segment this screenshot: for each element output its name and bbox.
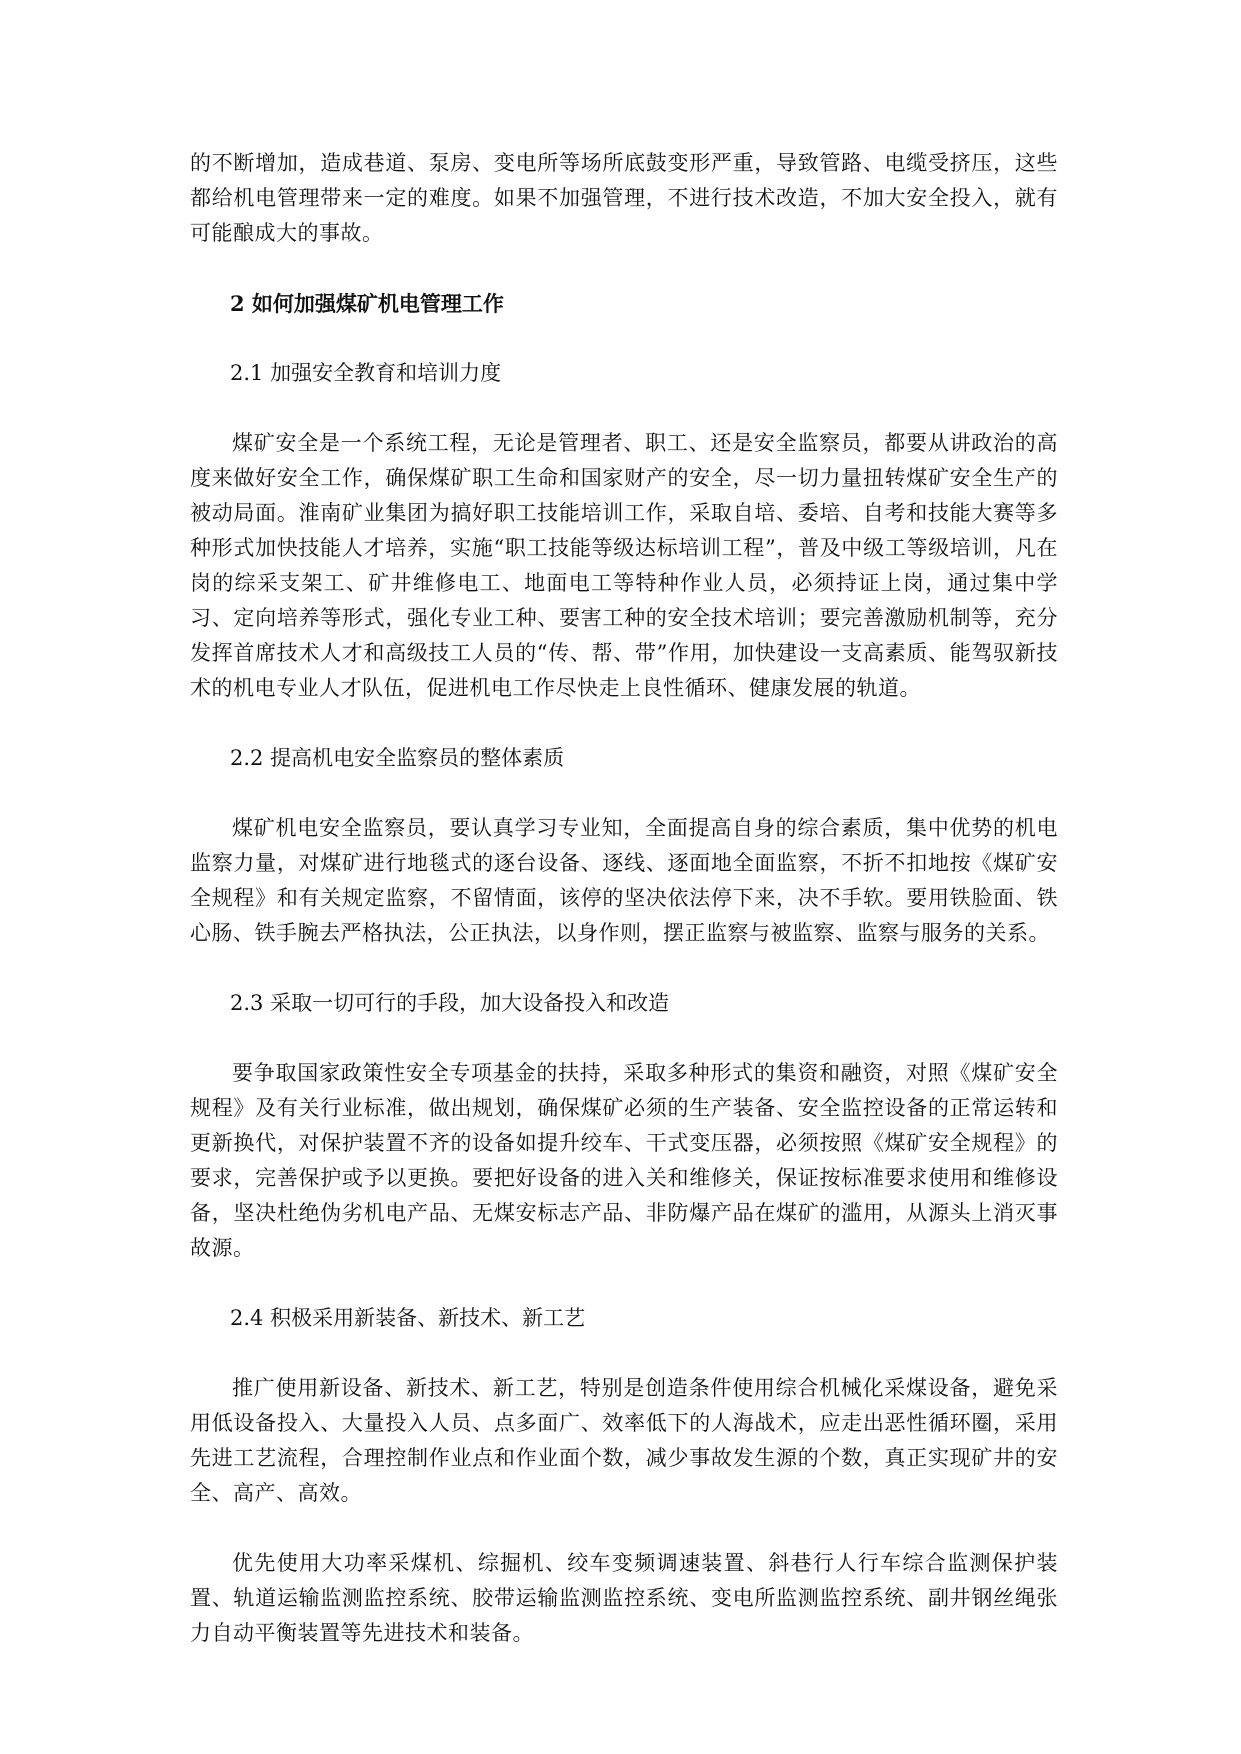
section-2-2-body: 煤矿机电安全监察员，要认真学习专业知，全面提高自身的综合素质，集中优势的机电监察力量，对煤矿进行地毯式的逐台设备、逐线、逐面地全面监察，不折不扣地按《煤矿安全规程》和有关规定监察，不留情面，该停的坚决依法停下来，决不手软。要用铁脸面、铁心肠、铁手腕去严格执法，公正执法，以身作则，摆正监察与被监察、监察与服务的关系。 [190, 816, 1058, 945]
section-2-4-title: 2.4 积极采用新装备、新技术、新工艺 [230, 1306, 586, 1330]
document-page [190, 146, 1058, 1651]
section-2-2-title: 2.2 提高机电安全监察员的整体素质 [230, 746, 565, 770]
section-2-title: 2 如何加强煤矿机电管理工作 [230, 291, 504, 316]
section-2-1-body: 煤矿安全是一个系统工程，无论是管理者、职工、还是安全监察员，都要从讲政治的高度来做好安全工作，确保煤矿职工生命和国家财产的安全，尽一切力量扭转煤矿安全生产的被动局面。淮南矿业集团为搞好职工技能培训工作，采取自培、委培、自考和技能大赛等多种形式加快技能人才培养，实施“职工技能等级达标培训工程”，普及中级工等级培训，凡在岗的综采支架工、矿井维修电工、地面电工等特种作业人员，必须持证上岗，通过集中学习、定向培养等形式，强化专业工种、要害工种的安全技术培训；要完善激励机制等，充分发挥首席技术人才和高级技工人员的“传、帮、带”作用，加快建设一支高素质、能驾驭新技术的机电专业人才队伍，促进机电工作尽快走上良性循环、健康发展的轨道。 [190, 431, 1058, 700]
section-2-3-body: 要争取国家政策性安全专项基金的扶持，采取多种形式的集资和融资，对照《煤矿安全规程》及有关行业标准，做出规划，确保煤矿必须的生产装备、安全监控设备的正常运转和更新换代，对保护装置不齐的设备如提升绞车、干式变压器，必须按照《煤矿安全规程》的要求，完善保护或予以更换。要把好设备的进入关和维修关，保证按标准要求使用和维修设备，坚决杜绝伪劣机电产品、无煤安标志产品、非防爆产品在煤矿的滥用，从源头上消灭事故源。 [190, 1061, 1058, 1260]
section-2-1-title: 2.1 加强安全教育和培训力度 [230, 361, 502, 385]
section-2-4-body-1: 推广使用新设备、新技术、新工艺，特别是创造条件使用综合机械化采煤设备，避免采用低设备投入、大量投入人员、点多面广、效率低下的人海战术，应走出恶性循环圈，采用先进工艺流程，合理控制作业点和作业面个数，减少事故发生源的个数，真正实现矿井的安全、高产、高效。 [190, 1376, 1058, 1505]
section-2-4-body-2: 优先使用大功率采煤机、综掘机、绞车变频调速装置、斜巷行人行车综合监测保护装置、轨道运输监测监控系统、胶带运输监测监控系统、变电所监测监控系统、副井钢丝绳张力自动平衡装置等先进技术和装备。 [190, 1551, 1058, 1645]
section-2-3-title: 2.3 采取一切可行的手段，加大设备投入和改造 [230, 991, 670, 1015]
intro-paragraph: 的不断增加，造成巷道、泵房、变电所等场所底鼓变形严重，导致管路、电缆受挤压，这些都给机电管理带来一定的难度。如果不加强管理，不进行技术改造，不加大安全投入，就有可能酿成大的事故。 [190, 151, 1058, 245]
